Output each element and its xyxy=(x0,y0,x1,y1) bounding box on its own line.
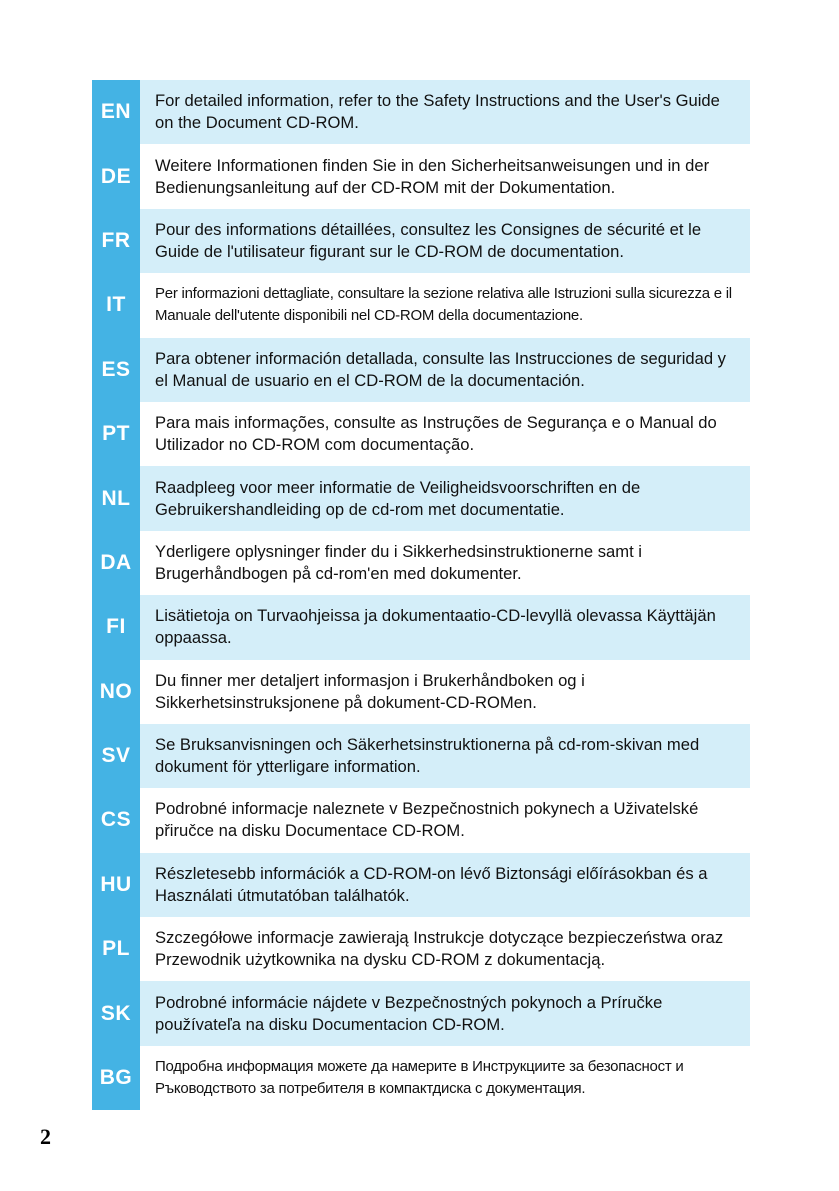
language-text: Подробна информация можете да намерите в Инструкциите за безопасност и Ръководството за потребителя в компактдиска с документация. xyxy=(140,1046,750,1110)
language-row-fr xyxy=(92,209,750,273)
language-text: Részletesebb információk a CD-ROM-on lévő Biztonsági előírásokban és a Használati útmutatóban találhatók. xyxy=(140,853,750,917)
language-text: Podrobné informacje naleznete v Bezpečnostnich pokynech a Uživatelské přiručce na disku Documentace CD-ROM. xyxy=(140,788,750,852)
language-row-da xyxy=(92,531,750,595)
language-row-it xyxy=(92,273,750,337)
language-row-de xyxy=(92,144,750,208)
language-row-sv xyxy=(92,724,750,788)
language-text: Per informazioni dettagliate, consultare la sezione relativa alle Istruzioni sulla sicurezza e il Manuale dell'utente disponibili nel CD-ROM della documentazione. xyxy=(140,273,750,337)
language-code: DA xyxy=(92,531,140,595)
language-code: DE xyxy=(92,144,140,208)
language-row-hu xyxy=(92,853,750,917)
language-row-fi xyxy=(92,595,750,659)
language-code: FR xyxy=(92,209,140,273)
language-row-en xyxy=(92,80,750,144)
language-text: Yderligere oplysninger finder du i Sikkerhedsinstruktionerne samt i Brugerhåndbogen på cd-rom'en med dokumenter. xyxy=(140,531,750,595)
language-text: Raadpleeg voor meer informatie de Veiligheidsvoorschriften en de Gebruikershandleiding op de cd-rom met documentatie. xyxy=(140,466,750,530)
language-code: BG xyxy=(92,1046,140,1110)
language-code: NL xyxy=(92,466,140,530)
language-row-no xyxy=(92,660,750,724)
language-text: Se Bruksanvisningen och Säkerhetsinstruktionerna på cd-rom-skivan med dokument för ytterligare information. xyxy=(140,724,750,788)
language-row-sk xyxy=(92,981,750,1045)
language-text: Para mais informações, consulte as Instruções de Segurança e o Manual do Utilizador no CD-ROM com documentação. xyxy=(140,402,750,466)
language-row-cs xyxy=(92,788,750,852)
language-code: FI xyxy=(92,595,140,659)
language-code: PL xyxy=(92,917,140,981)
language-code: SV xyxy=(92,724,140,788)
language-text: Du finner mer detaljert informasjon i Brukerhåndboken og i Sikkerhetsinstruksjonene på dokument-CD-ROMen. xyxy=(140,660,750,724)
language-text: Para obtener información detallada, consulte las Instrucciones de seguridad y el Manual de usuario en el CD-ROM de la documentación. xyxy=(140,338,750,402)
page-number: 2 xyxy=(40,1124,51,1149)
language-row-pl xyxy=(92,917,750,981)
language-code: HU xyxy=(92,853,140,917)
language-code: PT xyxy=(92,402,140,466)
language-code: NO xyxy=(92,660,140,724)
language-code: EN xyxy=(92,80,140,144)
language-code: IT xyxy=(92,273,140,337)
language-row-nl xyxy=(92,466,750,530)
language-row-bg xyxy=(92,1046,750,1110)
language-code: SK xyxy=(92,981,140,1045)
language-row-es xyxy=(92,338,750,402)
language-text: Szczegółowe informacje zawierają Instrukcje dotyczące bezpieczeństwa oraz Przewodnik użytkownika na dysku CD-ROM z dokumentacją. xyxy=(140,917,750,981)
language-table xyxy=(92,80,750,1110)
language-text: Pour des informations détaillées, consultez les Consignes de sécurité et le Guide de l'utilisateur figurant sur le CD-ROM de documentation. xyxy=(140,209,750,273)
language-text: For detailed information, refer to the Safety Instructions and the User's Guide on the Document CD-ROM. xyxy=(140,80,750,144)
language-code: ES xyxy=(92,338,140,402)
language-row-pt xyxy=(92,402,750,466)
language-text: Podrobné informácie nájdete v Bezpečnostných pokynoch a Príručke používateľa na disku Documentacion CD-ROM. xyxy=(140,981,750,1045)
language-code: CS xyxy=(92,788,140,852)
language-text: Weitere Informationen finden Sie in den Sicherheitsanweisungen und in der Bedienungsanleitung auf der CD-ROM mit der Dokumentation. xyxy=(140,144,750,208)
language-text: Lisätietoja on Turvaohjeissa ja dokumentaatio-CD-levyllä olevassa Käyttäjän oppaassa. xyxy=(140,595,750,659)
